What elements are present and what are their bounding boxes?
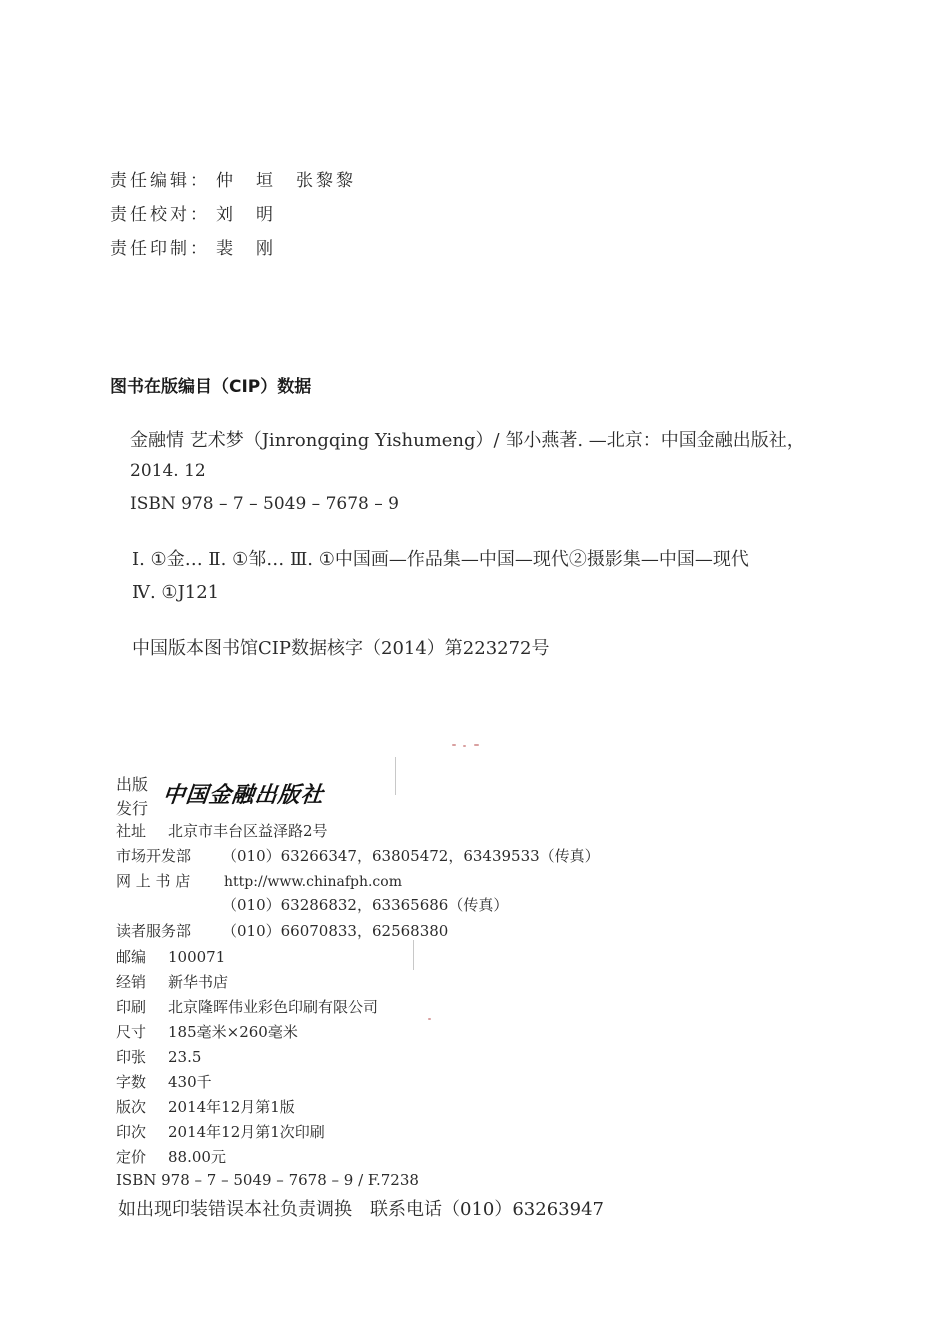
distributor-value: 新华书店	[168, 973, 229, 991]
print-supervisor-row	[110, 234, 276, 259]
cip-heading: 图书在版编目（CIP）数据	[110, 377, 312, 397]
scan-mark	[413, 940, 414, 970]
edition-label: 版次	[116, 1098, 147, 1116]
printing-value: 2014年12月第1次印刷	[168, 1123, 325, 1141]
sheets-value: 23.5	[168, 1048, 202, 1066]
cip-date-line: 2014. 12	[130, 461, 206, 481]
online-store-label: 网 上 书 店	[116, 872, 191, 890]
online-store-phone-row	[116, 894, 508, 915]
address-value: 北京市丰台区益泽路2号	[168, 822, 328, 840]
postcode-label: 邮编	[116, 948, 147, 966]
address-label: 社址	[116, 822, 147, 840]
distributor-row	[116, 971, 228, 992]
sheets-row	[116, 1046, 201, 1067]
online-store-row	[116, 870, 402, 891]
editor-label: 责任编辑：	[110, 171, 210, 191]
scan-mark	[395, 757, 396, 795]
misprint-notice: 如出现印装错误本社负责调换 联系电话（010）63263947	[118, 1199, 604, 1220]
size-row	[116, 1021, 298, 1042]
reader-service-label: 读者服务部	[116, 922, 192, 940]
price-value: 88.00元	[168, 1148, 226, 1166]
postcode-value: 100071	[168, 948, 226, 966]
cip-record-number: 中国版本图书馆CIP数据核字（2014）第223272号	[132, 638, 550, 659]
reader-service-value: （010）66070833，62568380	[222, 922, 449, 940]
word-count-row	[116, 1071, 212, 1092]
marketing-label: 市场开发部	[116, 847, 192, 865]
scan-speck	[463, 745, 466, 747]
address-row	[116, 820, 328, 841]
isbn-full: ISBN 978 – 7 – 5049 – 7678 – 9 / F.7238	[116, 1171, 419, 1189]
distribute-label: 发行	[116, 799, 149, 818]
size-label: 尺寸	[116, 1023, 147, 1041]
marketing-row	[116, 845, 600, 866]
publisher-logo-text: 中国金融出版社	[161, 782, 326, 808]
printer-row	[116, 996, 378, 1017]
sheets-label: 印张	[116, 1048, 147, 1066]
printing-label: 印次	[116, 1123, 147, 1141]
cip-isbn-line: ISBN 978 – 7 – 5049 – 7678 – 9	[130, 494, 399, 514]
scan-speck	[452, 744, 456, 746]
price-label: 定价	[116, 1148, 147, 1166]
word-count-value: 430千	[168, 1073, 212, 1091]
price-row	[116, 1146, 226, 1167]
editor-row	[110, 166, 356, 191]
online-store-phone-value: （010）63286832，63365686（传真）	[222, 896, 509, 914]
printing-row	[116, 1121, 325, 1142]
distributor-label: 经销	[116, 973, 147, 991]
scan-speck	[474, 744, 479, 746]
proofreader-name: 刘 明	[216, 205, 276, 225]
proofreader-row	[110, 200, 276, 225]
word-count-label: 字数	[116, 1073, 147, 1091]
editor-name: 仲 垣 张黎黎	[216, 171, 356, 191]
cip-classification-line-2: Ⅳ. ①J121	[132, 582, 220, 603]
size-value: 185毫米×260毫米	[168, 1023, 298, 1041]
online-store-url: http://www.chinafph.com	[224, 874, 402, 890]
edition-row	[116, 1096, 295, 1117]
print-supervisor-label: 责任印制：	[110, 239, 210, 259]
print-supervisor-name: 裴 刚	[216, 239, 276, 259]
postcode-row	[116, 946, 225, 967]
printer-label: 印刷	[116, 998, 147, 1016]
printer-value: 北京隆晖伟业彩色印刷有限公司	[168, 998, 379, 1016]
publish-label: 出版	[116, 775, 149, 794]
edition-value: 2014年12月第1版	[168, 1098, 295, 1116]
cip-title-line: 金融情 艺术梦（Jinrongqing Yishumeng）/ 邹小燕著. —北京：中国金融出版社，	[130, 430, 805, 451]
proofreader-label: 责任校对：	[110, 205, 210, 225]
cip-classification-line-1: Ⅰ. ①金… Ⅱ. ①邹… Ⅲ. ①中国画—作品集—中国—现代②摄影集—中国—现代	[132, 549, 749, 570]
scan-speck	[428, 1018, 431, 1020]
reader-service-row	[116, 920, 448, 941]
marketing-value: （010）63266347，63805472，63439533（传真）	[222, 847, 600, 865]
